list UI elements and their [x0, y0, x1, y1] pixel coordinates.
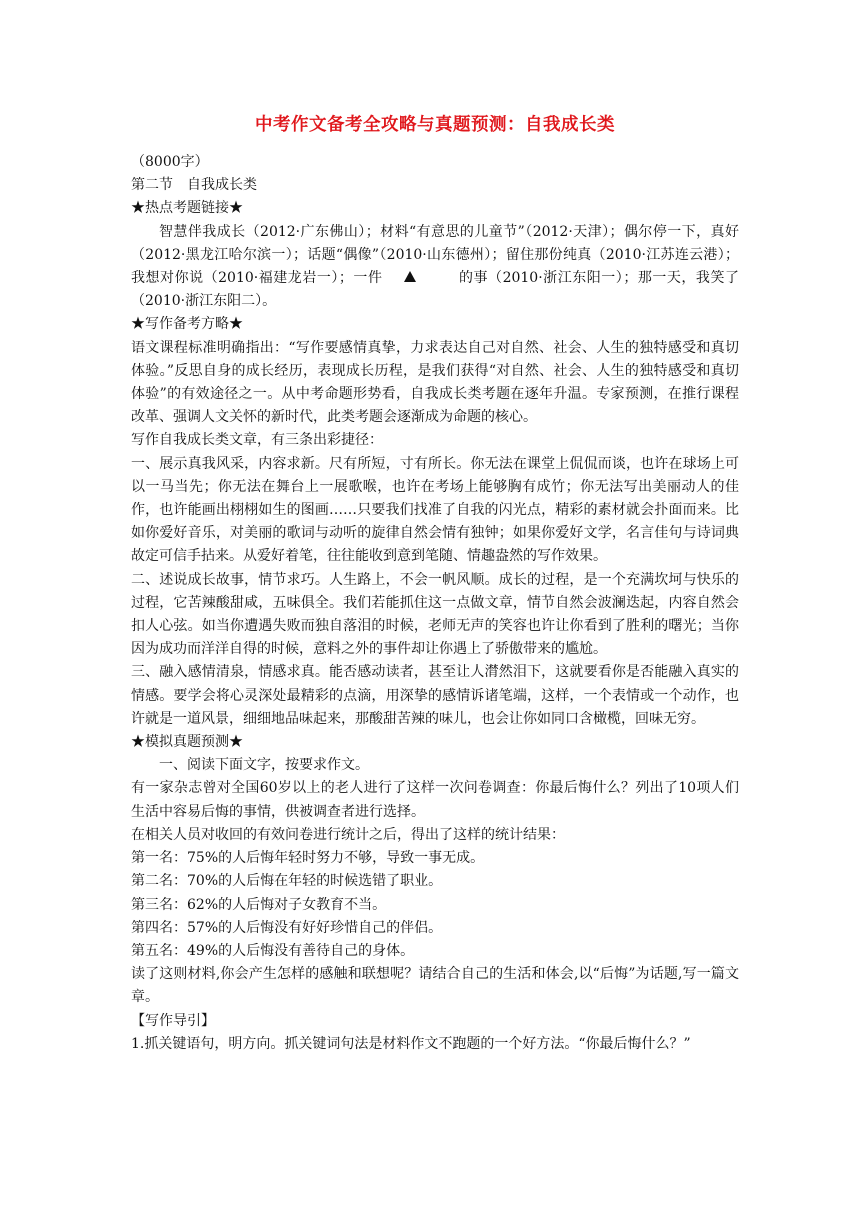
result-item: 第二名：70%的人后悔在年轻的时候选错了职业。: [131, 873, 443, 890]
strategy-paragraph-5: 三、融入感情清泉，情感求真。能否感动读者，甚至让人潸然泪下，这就要看你是否能融入真实的情感。要学会将心灵深处最精彩的点滴，用深挚的感情诉诸笔端，这样，一个表情或一个动作，也许就是一道风景，细细地品味起来，那酸甜苦辣的味儿，也会让你如同口含橄榄，回味无穷。: [131, 664, 739, 727]
word-count: （8000字）: [131, 154, 209, 170]
strategy-heading: ★写作备考方略★: [131, 316, 243, 333]
result-item: 第一名：75%的人后悔年轻时努力不够，导致一事无成。: [131, 850, 485, 867]
result-item: 第五名：49%的人后悔没有善待自己的身体。: [131, 942, 415, 959]
mock-paragraph-1: 有一家杂志曾对全国60岁以上的老人进行了这样一次问卷调查：你最后悔什么？列出了10项人们生活中容易后悔的事情，供被调查者进行选择。: [131, 780, 739, 820]
strategy-paragraph-4: 二、述说成长故事，情节求巧。人生路上，不会一帆风顺。成长的过程，是一个充满坎坷与快乐的过程，它苦辣酸甜咸，五味俱全。我们若能抓住这一点做文章，情节自然会波澜迭起，内容自然会扣人心弦。如当你遭遇失败而独自落泪的时候，老师无声的笑容也许让你看到了胜利的曙光；当你因为成功而洋洋自得的时候，意料之外的事件却让你遇上了骄傲带来的尴尬。: [131, 571, 739, 658]
guide-heading: 【写作导引】: [131, 1012, 215, 1029]
result-item: 第三名：62%的人后悔对子女教育不当。: [131, 896, 387, 913]
hot-topics-text-1: 智慧伴我成长（2012·广东佛山）；材料“有意思的儿童节”（2012·天津）；偶尔停一下，真好（2012·黑龙江哈尔滨一）；话题“偶像”（2010·山东德州）；留住那份纯真（2010·江苏连云港）；我想对你说（2010·福建龙岩一）；一件: [131, 223, 739, 287]
hot-topics-text-2: 的事（2010·浙江东阳一）；那一天，我笑了（2010·浙江东阳二）。: [131, 270, 739, 310]
document-page: [131, 112, 739, 1056]
mock-task: 一、阅读下面文字，按要求作文。: [159, 757, 369, 774]
hot-topics-heading: ★热点考题链接★: [131, 200, 243, 217]
mock-heading: ★模拟真题预测★: [131, 734, 243, 751]
section-heading: 第二节 自我成长类: [131, 177, 257, 194]
hot-topics-paragraph: [131, 221, 739, 314]
strategy-paragraph-2: 写作自我成长类文章，有三条出彩捷径：: [131, 432, 383, 449]
strategy-paragraph-3: 一、展示真我风采，内容求新。尺有所短，寸有所长。你无法在课堂上侃侃而谈，也许在球场上可以一马当先；你无法在舞台上一展歌喉，也许在考场上能够胸有成竹；你无法写出美丽动人的佳作，也许能画出栩栩如生的图画……只要我们找准了自我的闪光点，精彩的素材就会扑面而来。比如你爱好音乐，对美丽的歌词与动听的旋律自然会情有独钟；如果你爱好文学，名言佳句与诗词典故定可信手拈来。从爱好着笔，往往能收到意到笔随、情趣盎然的写作效果。: [131, 455, 739, 565]
guide-paragraph-1: 1.抓关键语句，明方向。抓关键词句法是材料作文不跑题的一个好方法。“你最后悔什么？”: [131, 1035, 691, 1052]
document-title: 中考作文备考全攻略与真题预测：自我成长类: [255, 115, 615, 135]
blank-triangle-icon: [404, 271, 416, 282]
result-item: 第四名：57%的人后悔没有好好珍惜自己的伴侣。: [131, 919, 443, 936]
mock-paragraph-2: 在相关人员对收回的有效问卷进行统计之后，得出了这样的统计结果：: [131, 826, 565, 843]
mock-paragraph-3: 读了这则材料,你会产生怎样的感触和联想呢？请结合自己的生活和体会,以“后悔”为话题,写一篇文章。: [131, 966, 739, 1006]
strategy-paragraph-1: 语文课程标准明确指出：“写作要感情真挚，力求表达自己对自然、社会、人生的独特感受和真切体验。”反思自身的成长经历，表现成长历程，是我们获得“对自然、社会、人生的独特感受和真切体验”的有效途径之一。从中考命题形势看，自我成长类考题在逐年升温。专家预测，在推行课程改革、强调人文关怀的新时代，此类考题会逐渐成为命题的核心。: [131, 339, 739, 426]
